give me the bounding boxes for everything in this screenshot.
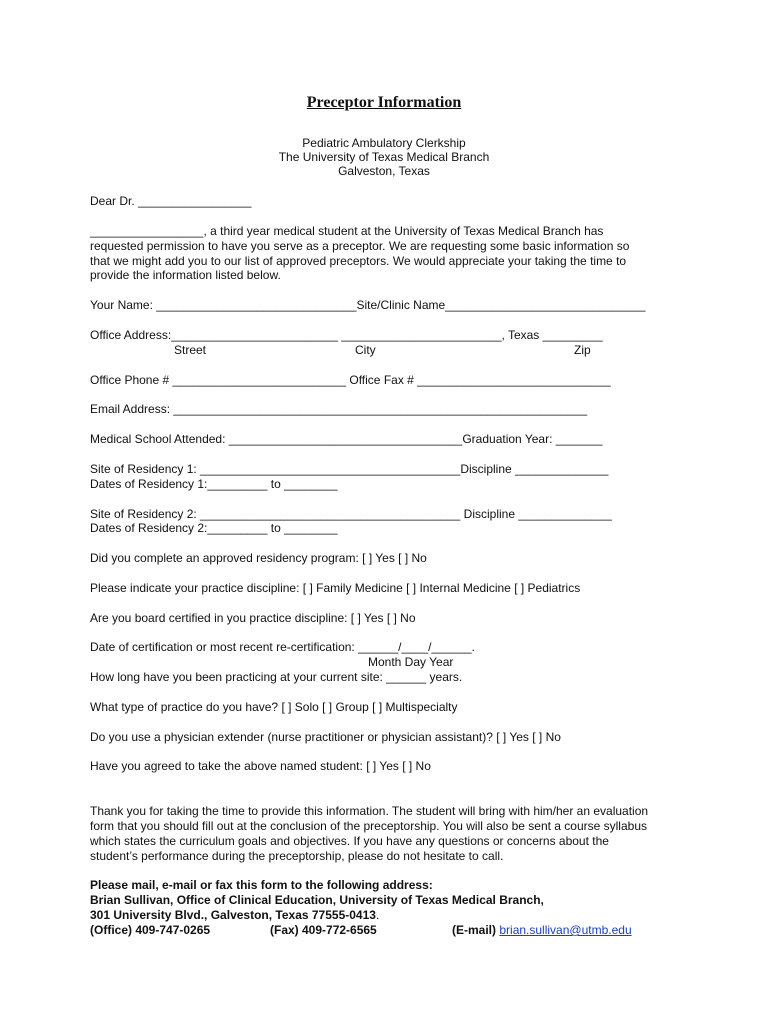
- mail-street-address-period: .: [375, 908, 380, 922]
- closing-line: student’s performance during the preceptorship, please do not hesitate to call.: [90, 849, 504, 863]
- field-approved-residency[interactable]: Did you complete an approved residency program: [ ] Yes [ ] No: [90, 551, 427, 565]
- label-street: Street: [174, 343, 207, 357]
- closing-line: Thank you for taking the time to provide this information. The student will bring with him/her an evaluation: [90, 804, 649, 818]
- field-physician-extender[interactable]: Do you use a physician extender (nurse practitioner or physician assistant)? [ ] Yes [ ] No: [90, 730, 561, 744]
- header-line-university: The University of Texas Medical Branch: [278, 150, 490, 164]
- header-line-location: Galveston, Texas: [338, 164, 430, 178]
- field-site-residency-2[interactable]: Site of Residency 2: _______________________________________ Discipline ______________: [90, 507, 612, 521]
- email-label: (E-mail): [452, 923, 497, 937]
- field-practice-discipline[interactable]: Please indicate your practice discipline: [ ] Family Medicine [ ] Internal Medicine [ ] Pediatrics: [90, 581, 581, 595]
- email-contact: [452, 923, 632, 937]
- field-board-certified[interactable]: Are you board certified in you practice discipline: [ ] Yes [ ] No: [90, 611, 416, 625]
- page-title: Preceptor Information: [306, 94, 462, 111]
- field-office-address[interactable]: Office Address:_________________________ ________________________, Texas _________: [90, 328, 603, 342]
- intro-line: requested permission to have you serve as a preceptor. We are requesting some basic information so: [90, 239, 630, 253]
- field-dates-residency-1[interactable]: Dates of Residency 1:_________ to ________: [90, 477, 338, 491]
- closing-line: form that you should fill out at the conclusion of the preceptorship. You will also be sent a course syllabus: [90, 819, 647, 833]
- intro-line: provide the information listed below.: [90, 268, 281, 282]
- field-agreed-student[interactable]: Have you agreed to take the above named student: [ ] Yes [ ] No: [90, 759, 431, 773]
- header-line-clerkship: Pediatric Ambulatory Clerkship: [302, 136, 466, 150]
- intro-line: _________________, a third year medical student at the University of Texas Medical Branch has: [90, 224, 604, 238]
- field-office-phone[interactable]: Office Phone # __________________________ Office Fax # _____________________________: [90, 373, 611, 387]
- field-your-name[interactable]: Your Name: ______________________________Site/Clinic Name______________________________: [90, 298, 646, 312]
- salutation: Dear Dr. _________________: [90, 194, 252, 208]
- mail-street-address-text: 301 University Blvd., Galveston, Texas 77555-0413: [90, 908, 376, 922]
- label-month-day-year: Month Day Year: [368, 655, 454, 669]
- fax-contact: (Fax) 409-772-6565: [270, 923, 377, 937]
- field-dates-residency-2[interactable]: Dates of Residency 2:_________ to ________: [90, 521, 338, 535]
- intro-line: that we might add you to our list of approved preceptors. We would appreciate your taking the time to: [90, 254, 627, 268]
- label-city: City: [355, 343, 376, 357]
- field-site-residency-1[interactable]: Site of Residency 1: _______________________________________Discipline ______________: [90, 462, 609, 476]
- field-years-practicing[interactable]: How long have you been practicing at your current site: ______ years.: [90, 670, 463, 684]
- field-medical-school[interactable]: Medical School Attended: ___________________________________Graduation Year: _______: [90, 432, 603, 446]
- field-certification-date[interactable]: Date of certification or most recent re-certification: ______/____/______.: [90, 640, 475, 654]
- field-email-address[interactable]: Email Address: ______________________________________________________________: [90, 402, 588, 416]
- email-link[interactable]: brian.sullivan@utmb.edu: [499, 923, 632, 937]
- label-zip: Zip: [574, 343, 591, 357]
- mail-street-address: [90, 908, 379, 922]
- office-phone-contact: (Office) 409-747-0265: [90, 923, 211, 937]
- mail-instructions: Please mail, e-mail or fax this form to the following address:: [90, 878, 433, 892]
- mail-contact-name: Brian Sullivan, Office of Clinical Education, University of Texas Medical Branch,: [90, 893, 544, 907]
- closing-line: which states the curriculum goals and objectives. If you have any questions or concerns about the: [90, 834, 609, 848]
- field-practice-type[interactable]: What type of practice do you have? [ ] Solo [ ] Group [ ] Multispecialty: [90, 700, 458, 714]
